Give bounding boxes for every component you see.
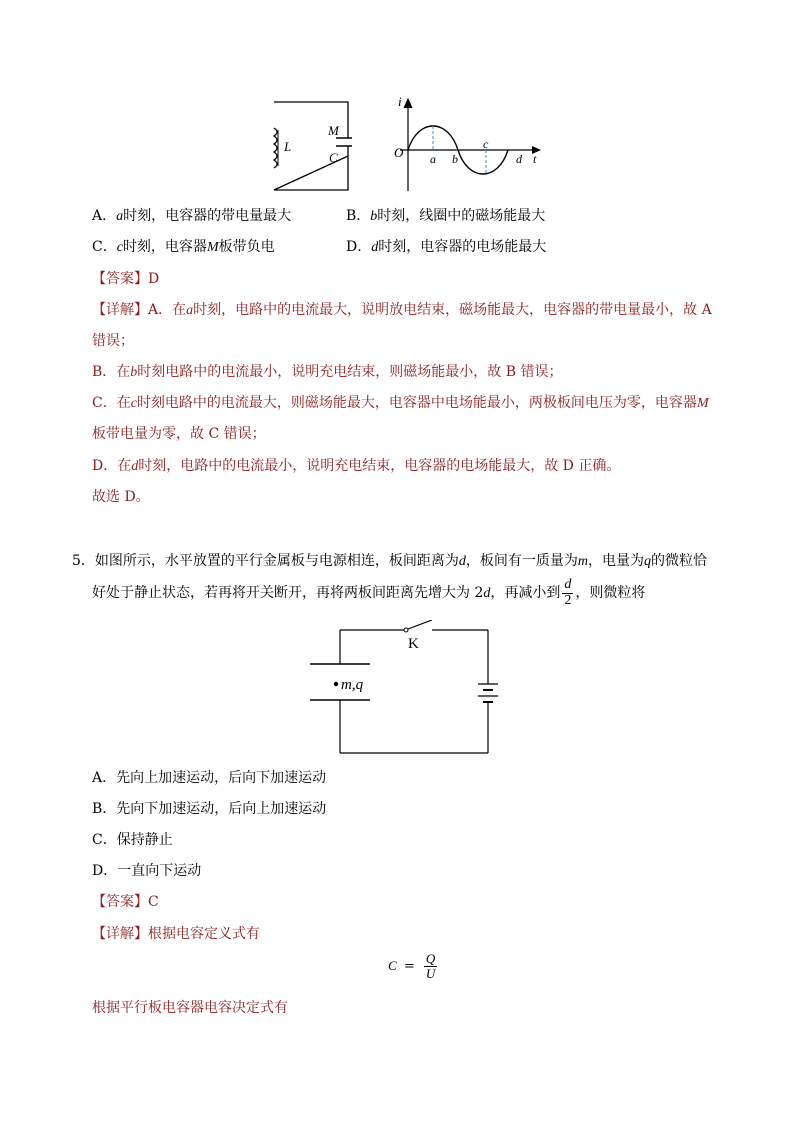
option-text: 板带负电 <box>218 239 275 255</box>
fraction-denominator: 2 <box>564 592 572 608</box>
label-b: b <box>452 152 458 166</box>
axis-origin-O: O <box>394 145 404 160</box>
text: B．在 <box>92 364 131 380</box>
text: 根据电容定义式有 <box>148 926 260 942</box>
answer-tag: 【答案】 <box>92 271 148 287</box>
answer-value: D <box>148 271 160 287</box>
option-var: a <box>116 209 124 224</box>
text: 时刻，电路中的电流最大，说明放电结束，磁场能最大，电容器的带电量最小，故 A <box>193 302 712 318</box>
q4-explain-line-3 <box>92 361 562 381</box>
q4-explain-line-4 <box>92 392 709 412</box>
q4-explain-line-2: 错误； <box>92 333 134 349</box>
axis-label-i: i <box>398 96 402 109</box>
q4-option-a[interactable] <box>92 205 291 225</box>
var: m <box>577 554 589 569</box>
axis-label-t: t <box>533 152 537 166</box>
var: c <box>130 396 137 411</box>
q4-option-b[interactable] <box>346 205 545 225</box>
text: D．在 <box>92 458 132 474</box>
fraction-denominator: U <box>425 965 436 981</box>
text: 好处于静止状态，若再将开关断开，再将两板间距离先增大为 2 <box>92 585 484 602</box>
lc-circuit-labels <box>268 100 352 194</box>
option-label: A． <box>92 208 117 224</box>
option-var: c <box>116 240 123 255</box>
text: 的微粒恰 <box>651 553 708 569</box>
option-text: 时刻，电容器 <box>122 239 207 255</box>
var: d <box>131 459 139 474</box>
fraction-d-over-2 <box>562 578 573 608</box>
particle-label: m,q <box>341 677 364 693</box>
fraction-numerator: Q <box>425 951 436 966</box>
q5-option-a[interactable]: A．先向上加速运动，后向下加速运动 <box>92 770 327 786</box>
label-M: M <box>328 123 339 138</box>
q5-option-b[interactable]: B．先向下加速运动，后向上加速运动 <box>92 801 327 817</box>
text: A．在 <box>148 302 187 318</box>
formula-capacitance-definition <box>388 952 439 980</box>
var: q <box>644 554 652 569</box>
label-c: c <box>483 137 489 151</box>
option-var: M <box>206 240 219 255</box>
explain-tag: 【详解】 <box>92 926 148 942</box>
formula-fraction <box>424 952 437 980</box>
q4-explain-line-6 <box>92 455 620 475</box>
q4-explain-line-7: 故选 D。 <box>92 489 150 505</box>
q5-answer <box>92 891 159 911</box>
formula-lhs: C <box>388 958 397 974</box>
option-label: D． <box>346 239 372 255</box>
text: ，板间有一质量为 <box>465 553 578 569</box>
option-label: B． <box>346 208 371 224</box>
current-time-graph <box>390 96 550 196</box>
text: 时刻电路中的电流最小，说明充电结束，则磁场能最小，故 B 错误； <box>137 364 563 380</box>
text: ，则微粒将 <box>575 585 646 602</box>
option-label: C． <box>92 239 117 255</box>
switch-label-K: K <box>408 636 419 652</box>
var: b <box>130 365 138 380</box>
q4-option-d[interactable] <box>346 236 546 256</box>
var: d <box>458 554 466 569</box>
label-L: L <box>284 139 292 154</box>
explain-tag: 【详解】 <box>92 302 148 318</box>
q4-answer <box>92 268 159 288</box>
answer-value: C <box>148 894 159 910</box>
var: M <box>696 396 709 411</box>
label-C: C <box>329 150 338 165</box>
formula-equals: = <box>403 958 415 974</box>
option-text: 时刻，电容器的带电量最大 <box>123 208 292 224</box>
option-text: 时刻，电容器的电场能最大 <box>378 239 547 255</box>
q4-explain-line-1 <box>92 299 712 319</box>
var: d <box>483 586 491 602</box>
option-text: 时刻，线圈中的磁场能最大 <box>377 208 546 224</box>
text: 5．如图所示，水平放置的平行金属板与电源相连，板间距离为 <box>72 553 459 569</box>
option-var: d <box>371 240 379 255</box>
q5-option-c[interactable]: C．保持静止 <box>92 832 173 848</box>
q4-explain-line-5: 板带电量为零，故 C 错误； <box>92 426 266 442</box>
text: 时刻电路中的电流最大，则磁场能最大，电容器中电场能最小，两极板间电压为零，电容器 <box>136 395 697 411</box>
q5-stem-line-2 <box>92 578 645 608</box>
text: C．在 <box>92 395 131 411</box>
answer-tag: 【答案】 <box>92 894 148 910</box>
q5-explain-line-2: 根据平行板电容器电容决定式有 <box>92 1000 288 1016</box>
label-a: a <box>430 152 436 166</box>
q5-option-d[interactable]: D．一直向下运动 <box>92 863 202 879</box>
text: ，再减小到 <box>490 585 561 602</box>
option-var: b <box>370 209 378 224</box>
label-d: d <box>516 152 522 166</box>
var: a <box>186 303 194 318</box>
fraction-numerator: d <box>564 577 572 592</box>
text: 时刻，电路中的电流最小，说明充电结束，电容器的电场能最大，故 D 正确。 <box>138 458 621 474</box>
q4-option-c[interactable] <box>92 236 275 256</box>
capacitor-circuit-figure <box>306 620 506 760</box>
text: ，电量为 <box>588 553 645 569</box>
q5-explain-line-1 <box>92 923 260 943</box>
q5-stem-line-1 <box>72 550 707 570</box>
